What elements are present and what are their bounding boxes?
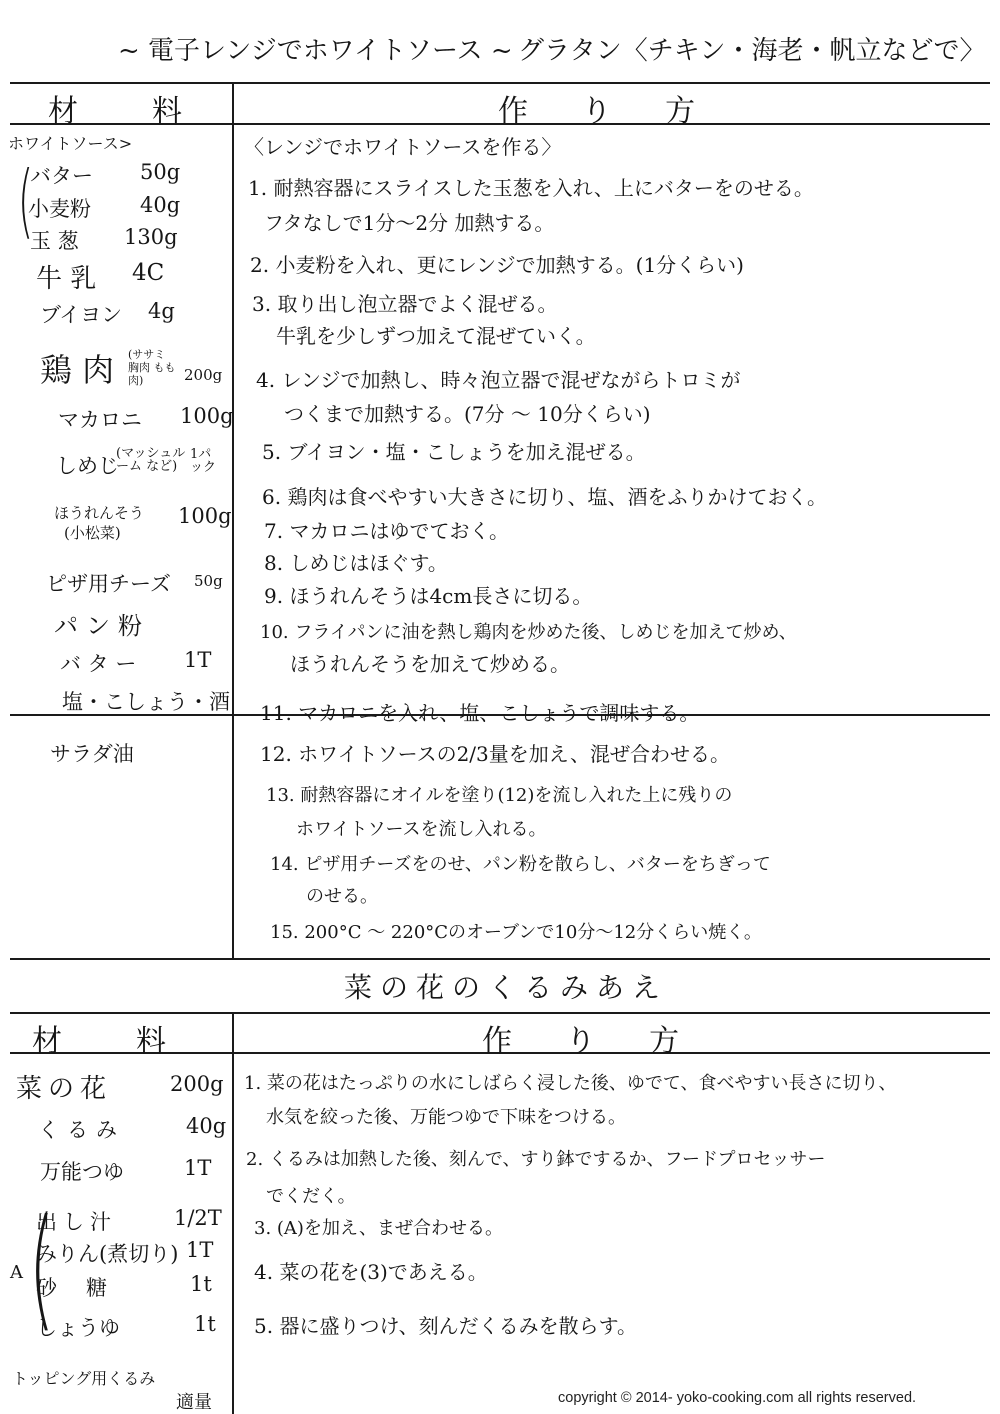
method-step: 6. 鶏肉は食べやすい大きさに切り、塩、酒をふりかけておく。 <box>262 485 828 509</box>
ingredient-qty: 200g <box>170 1072 224 1096</box>
method-step: 7. マカロニはゆでておく。 <box>264 519 510 543</box>
sauce-group-label: ホワイトソース> <box>8 134 133 153</box>
method-step: でくだく。 <box>266 1186 356 1207</box>
method-step: 2. 小麦粉を入れ、更にレンジで加熱する。(1分くらい) <box>250 253 744 277</box>
method-step: ほうれんそうを加えて炒める。 <box>290 652 570 676</box>
method-step: 3. (A)を加え、まぜ合わせる。 <box>254 1218 504 1239</box>
ingredient-note: (小松菜) <box>64 524 121 542</box>
ingredient-qty: 1T <box>186 1238 214 1262</box>
method-step: 5. 器に盛りつけ、刻んだくるみを散らす。 <box>254 1314 638 1338</box>
topping-qty: 適量 <box>176 1392 212 1413</box>
ingredient-note: (マッシュルーム など) <box>116 446 186 474</box>
ingredient-name: パン粉 <box>54 612 150 640</box>
gratin-top-rule <box>10 82 990 84</box>
gratin-method-header: 作 り 方 <box>498 94 718 129</box>
method-step: 水気を絞った後、万能つゆで下味をつける。 <box>266 1107 626 1128</box>
method-step: 5. ブイヨン・塩・こしょうを加え混ぜる。 <box>262 440 646 464</box>
method-step: 4. 菜の花を(3)であえる。 <box>254 1260 488 1284</box>
ingredient-name: 小麦粉 <box>28 197 91 221</box>
method-step: 15. 200°C ～ 220°Cのオーブンで10分～12分くらい焼く。 <box>270 922 762 943</box>
ingredient-qty: 100g <box>180 404 234 428</box>
ingredient-qty: 4g <box>148 299 175 323</box>
ingredient-qty: 130g <box>124 225 178 249</box>
ingredient-qty: 50g <box>194 572 223 590</box>
ingredient-qty: 200g <box>184 366 223 384</box>
method-step: 8. しめじはほぐす。 <box>264 551 448 575</box>
method-step: 1. 耐熱容器にスライスした玉葱を入れ、上にバターをのせる。 <box>248 176 814 200</box>
group-a-brace: ( <box>28 1191 55 1345</box>
sauce-title: ~ 電子レンジでホワイトソース ~ <box>118 36 513 66</box>
ingredient-name: 塩・こしょう・酒 <box>62 690 230 714</box>
ingredient-name: みりん(煮切り) <box>36 1242 179 1266</box>
method-step: 4. レンジで加熱し、時々泡立器で混ぜながらトロミが <box>256 368 741 392</box>
ingredient-name: マカロニ <box>58 408 142 432</box>
method-subtitle: 〈レンジでホワイトソースを作る〉 <box>244 135 562 159</box>
method-step: 牛乳を少しずつ加えて混ぜていく。 <box>276 324 596 348</box>
method-step: フタなしで1分～2分 加熱する。 <box>264 211 555 235</box>
ingredient-qty: 1t <box>190 1272 212 1296</box>
nanohana-title: 菜の花のくるみあえ <box>344 971 669 1004</box>
ingredient-name: ブイヨン <box>40 303 123 327</box>
ingredient-qty: 1T <box>184 1156 212 1180</box>
ingredient-qty: 50g <box>140 160 181 184</box>
ingredient-name: 鶏 肉 <box>40 351 115 389</box>
ingredient-qty: 1t <box>194 1312 216 1336</box>
nanohana-ingredients-header: 材 料 <box>32 1024 188 1059</box>
method-step: 13. 耐熱容器にオイルを塗り(12)を流し入れた上に残りの <box>266 785 733 806</box>
ingredient-name: サラダ油 <box>50 742 134 766</box>
ingredient-qty: 100g <box>178 504 232 528</box>
ingredient-qty: 1パック <box>190 447 217 475</box>
ingredient-name: しょうゆ <box>36 1316 120 1340</box>
ingredient-qty: 1T <box>184 648 212 672</box>
nanohana-method-header: 作 り 方 <box>482 1024 702 1059</box>
method-step: のせる。 <box>306 886 378 907</box>
group-label-a: A <box>10 1262 23 1283</box>
method-step: 9. ほうれんそうは4cm長さに切る。 <box>264 584 593 608</box>
ingredient-name: 出し汁 <box>36 1210 117 1234</box>
nanohana-column-divider <box>232 1012 234 1414</box>
ingredient-name: 玉 葱 <box>30 229 79 253</box>
method-step: 2. くるみは加熱した後、刻んで、すり鉢でするか、フードプロセッサー <box>246 1149 826 1170</box>
ingredient-name: 砂 糖 <box>36 1276 111 1300</box>
gratin-column-divider <box>232 82 234 958</box>
ingredient-name: 菜の花 <box>16 1074 113 1104</box>
ingredient-name: ピザ用チーズ <box>46 572 171 596</box>
ingredient-name: 牛 乳 <box>36 264 97 294</box>
copyright: copyright © 2014- yoko-cooking.com all rights reserved. <box>558 1390 917 1406</box>
gratin-title: グラタン〈チキン・海老・帆立などで〉 <box>518 36 986 66</box>
gratin-bottom-rule <box>10 958 990 960</box>
ingredient-name: バター <box>30 164 93 188</box>
ingredient-name: しめじ <box>56 454 119 478</box>
method-step: 12. ホワイトソースの2/3量を加え、混ぜ合わせる。 <box>260 742 730 766</box>
gratin-ingredients-header: 材 料 <box>48 94 204 129</box>
method-step: 11. マカロニを入れ、塩、こしょうで調味する。 <box>260 701 700 725</box>
ingredient-name: くるみ <box>38 1118 125 1142</box>
ingredient-qty: 4C <box>132 260 165 286</box>
method-step: ホワイトソースを流し入れる。 <box>296 819 547 840</box>
sauce-group-brace: ( <box>17 154 34 247</box>
ingredient-note: (ササミ 胸肉 もも肉) <box>128 348 176 387</box>
ingredient-qty: 40g <box>140 193 181 217</box>
method-step: つくまで加熱する。(7分 ～ 10分くらい) <box>284 402 651 426</box>
nanohana-top-rule <box>10 1012 990 1014</box>
ingredient-name: ほうれんそう <box>54 504 145 522</box>
method-step: 14. ピザ用チーズをのせ、パン粉を散らし、バターをちぎって <box>270 854 771 875</box>
ingredient-name: 万能つゆ <box>40 1160 124 1184</box>
method-step: 10. フライパンに油を熱し鶏肉を炒めた後、しめじを加えて炒め、 <box>260 622 797 643</box>
ingredient-qty: 1/2T <box>174 1206 222 1230</box>
ingredient-name: バ タ ー <box>60 652 137 676</box>
method-step: 1. 菜の花はたっぷりの水にしばらく浸した後、ゆでて、食べやすい長さに切り、 <box>244 1073 897 1094</box>
method-step: 3. 取り出し泡立器でよく混ぜる。 <box>252 292 558 316</box>
ingredient-qty: 40g <box>186 1114 227 1138</box>
topping-name: トッピング用くるみ <box>12 1369 156 1388</box>
